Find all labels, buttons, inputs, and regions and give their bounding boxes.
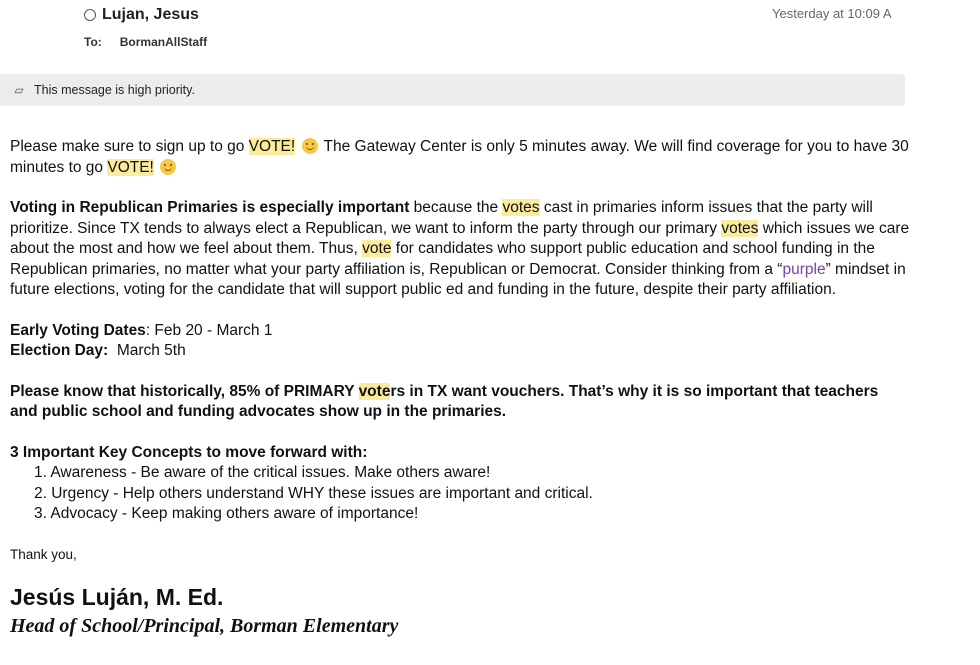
purple-word: purple <box>782 260 826 278</box>
paragraph-signup <box>10 137 910 178</box>
signature-title: Head of School/Principal, Borman Elementary <box>10 615 399 637</box>
text: because the <box>409 199 503 216</box>
message-body <box>10 137 910 639</box>
sender-name[interactable]: Lujan, Jesus <box>102 6 199 23</box>
priority-text: This message is high priority. <box>34 83 195 97</box>
bold-text: Voting in Republican Primaries is especially important <box>10 199 410 216</box>
paragraph-dates <box>10 321 910 362</box>
sender[interactable] <box>84 6 199 24</box>
list-item: 3. Advocacy - Keep making others aware of importance! <box>34 505 419 522</box>
list-item: 2. Urgency - Help others understand WHY these issues are important and critical. <box>34 484 593 502</box>
text: The Gateway Center is only 5 minutes away. We will find coverage for you to have 30 minutes to go <box>10 138 909 176</box>
email-header <box>0 0 980 72</box>
highlighted-vote: VOTE! <box>248 138 296 155</box>
smile-emoji-icon <box>160 159 176 175</box>
election-day-value: March 5th <box>108 342 186 359</box>
text: Please make sure to sign up to go <box>10 138 249 155</box>
recipients <box>84 35 207 49</box>
paragraph-vouchers <box>10 382 910 423</box>
text: rs in TX want vouchers. That’s why it is so important that teachers and public school and funding advocates show up in the primaries. <box>10 382 879 420</box>
list-item: 1. Awareness - Be aware of the critical issues. Make others aware! <box>34 464 491 481</box>
highlighted-word: vote <box>362 240 392 257</box>
concepts-heading: 3 Important Key Concepts to move forward with: <box>10 443 368 461</box>
highlighted-word: votes <box>502 199 540 216</box>
priority-icon: ▱ <box>14 83 24 97</box>
early-voting-value: : Feb 20 - March 1 <box>145 321 273 339</box>
highlighted-word: vote <box>358 382 391 400</box>
timestamp: Yesterday at 10:09 A <box>772 6 892 21</box>
highlighted-word: votes <box>721 219 759 237</box>
text: Please know that historically, 85% of PRIMARY <box>10 382 359 400</box>
to-value[interactable]: BormanAllStaff <box>119 35 208 49</box>
to-label: To: <box>84 35 102 49</box>
highlighted-vote: VOTE! <box>107 158 154 176</box>
text: which issues we care about the most and how we feel about them. Thus, <box>10 219 910 257</box>
closing: Thank you, <box>10 546 77 562</box>
priority-banner <box>0 74 905 106</box>
signature-name: Jesús Luján, M. Ed. <box>10 584 224 610</box>
text: cast in primaries inform issues that the party will prioritize. Since TX tends to always elect a Republican, we want to inform the party through our primary <box>10 199 873 237</box>
concepts-list <box>10 463 910 525</box>
early-voting-label: Early Voting Dates <box>10 321 146 339</box>
text: for candidates who support public education and school funding in the Republican primaries, no matter what your party affiliation is, Republican or Democrat. Consider thinking from a “ <box>10 240 875 278</box>
paragraph-primaries <box>10 198 910 301</box>
text: ” mindset in future elections, voting for the candidate that will support public ed and funding in the future, despite their party affiliation. <box>10 260 906 298</box>
status-circle-icon <box>84 9 96 21</box>
election-day-label: Election Day: <box>10 342 109 359</box>
smile-emoji-icon <box>302 138 318 154</box>
